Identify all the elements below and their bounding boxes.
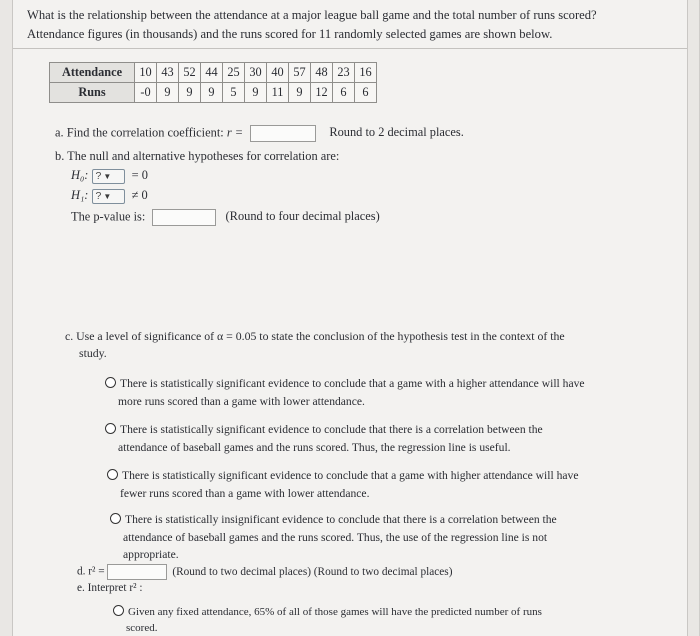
question-panel: [12, 0, 688, 636]
question-line-2: Attendance figures (in thousands) and the runs scored for 11 randomly selected games are shown below.: [27, 27, 553, 41]
runs-cell: 9: [245, 83, 267, 103]
runs-cell: 6: [355, 83, 377, 103]
data-table: [49, 62, 377, 103]
attendance-cell: 57: [289, 63, 311, 83]
r-squared-label: d. r² =: [77, 565, 105, 578]
attendance-cell: 52: [179, 63, 201, 83]
conclusion-option[interactable]: There is statistically significant evidence to conclude that there is a correlation between the attendance of baseball games and the runs scored. Thus, the regression line is useful.: [105, 421, 625, 456]
h0-row: [71, 168, 148, 184]
radio-button[interactable]: [105, 423, 116, 434]
pvalue-round-note: (Round to four decimal places): [225, 209, 380, 224]
radio-button[interactable]: [105, 377, 116, 388]
h0-select[interactable]: ? ▼: [92, 169, 125, 184]
attendance-cell: 30: [245, 63, 267, 83]
h0-label: H₀:: [71, 168, 89, 182]
h1-label: H₁:: [71, 188, 89, 202]
runs-header: Runs: [50, 83, 135, 103]
h1-row: [71, 188, 148, 204]
runs-cell: 9: [179, 83, 201, 103]
h1-select[interactable]: ? ▼: [92, 189, 125, 204]
correlation-input[interactable]: [250, 125, 316, 142]
part-c-line-1: c. Use a level of significance of α = 0.05 to state the conclusion of the hypothesis test in the context of the: [65, 329, 565, 343]
runs-cell: 9: [157, 83, 179, 103]
attendance-row: [50, 63, 377, 83]
runs-cell: 9: [201, 83, 223, 103]
attendance-cell: 23: [333, 63, 355, 83]
attendance-cell: 40: [267, 63, 289, 83]
attendance-cell: 16: [355, 63, 377, 83]
pvalue-row: [71, 209, 380, 226]
radio-button[interactable]: [107, 469, 118, 480]
conclusion-option[interactable]: There is statistically significant evidence to conclude that a game with a higher attendance will have more runs scored than a game with lower attendance.: [105, 375, 625, 410]
runs-cell: 9: [289, 83, 311, 103]
r-squared-input[interactable]: [107, 564, 167, 580]
chevron-down-icon: ▼: [103, 191, 112, 201]
attendance-header: Attendance: [50, 63, 135, 83]
attendance-cell: 10: [135, 63, 157, 83]
h1-relation: ≠ 0: [131, 188, 148, 202]
pvalue-label: The p-value is:: [71, 209, 146, 224]
runs-cell: -0: [135, 83, 157, 103]
pvalue-input[interactable]: [152, 209, 216, 226]
part-e-prompt: e. Interpret r² :: [77, 582, 143, 594]
part-d-round-note: (Round to two decimal places) (Round to two decimal places): [172, 565, 453, 578]
conclusion-option[interactable]: There is statistically insignificant evidence to conclude that there is a correlation between the attendance of baseball games and the runs scored. Thus, the use of the regression line is not appropriate.: [110, 511, 630, 564]
divider: [13, 48, 687, 49]
attendance-cell: 25: [223, 63, 245, 83]
part-b-prompt: b. The null and alternative hypotheses for correlation are:: [55, 149, 340, 163]
h0-relation: = 0: [131, 168, 148, 182]
part-a-round-note: Round to 2 decimal places.: [329, 125, 464, 140]
runs-cell: 12: [311, 83, 333, 103]
attendance-cell: 48: [311, 63, 333, 83]
radio-button[interactable]: [113, 605, 124, 616]
part-a: [55, 125, 464, 142]
interpret-option[interactable]: Given any fixed attendance, 65% of all of those games will have the predicted number of runs scored.: [113, 604, 633, 636]
r-symbol: r =: [226, 125, 244, 140]
runs-cell: 5: [223, 83, 245, 103]
conclusion-option[interactable]: There is statistically significant evidence to conclude that a game with higher attendance will have fewer runs scored than a game with lower attendance.: [107, 467, 627, 502]
runs-cell: 6: [333, 83, 355, 103]
chevron-down-icon: ▼: [103, 171, 112, 181]
attendance-cell: 44: [201, 63, 223, 83]
part-d: [77, 564, 452, 580]
attendance-cell: 43: [157, 63, 179, 83]
part-a-prompt: a. Find the correlation coefficient:: [55, 125, 224, 140]
question-text: [27, 6, 681, 44]
runs-cell: 11: [267, 83, 289, 103]
question-line-1: What is the relationship between the attendance at a major league ball game and the total number of runs scored?: [27, 8, 597, 22]
part-c-line-2: study.: [79, 346, 107, 360]
radio-button[interactable]: [110, 513, 121, 524]
runs-row: [50, 83, 377, 103]
